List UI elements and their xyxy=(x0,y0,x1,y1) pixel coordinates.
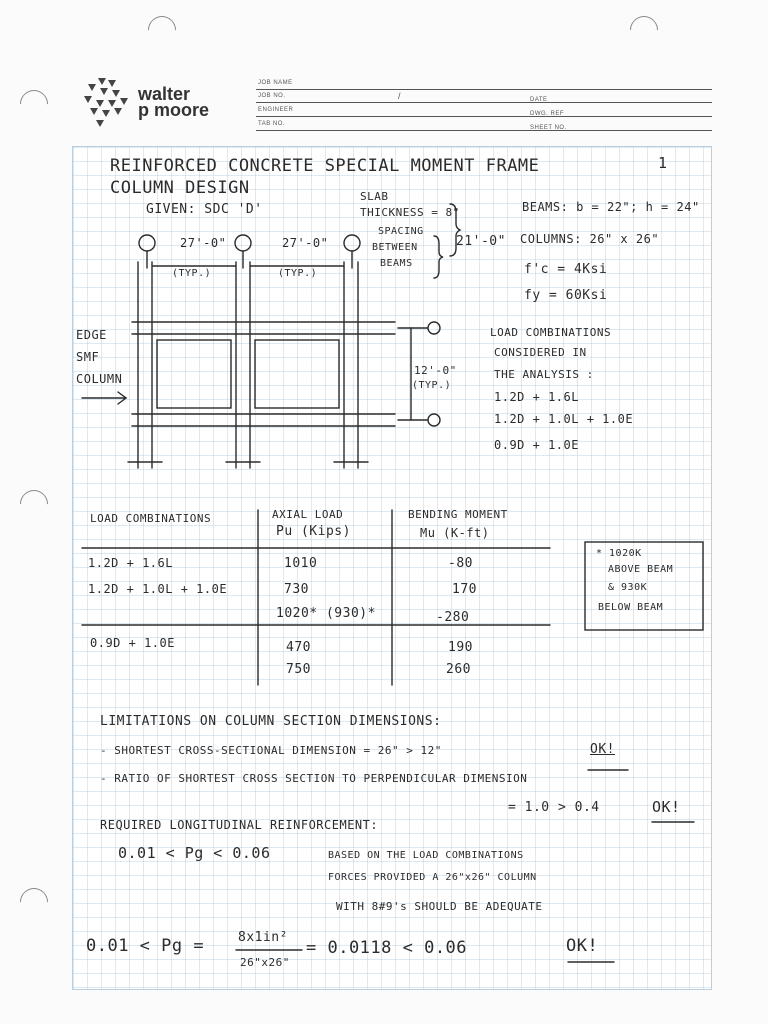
column-dimensions: COLUMNS: 26" x 26" xyxy=(520,232,660,246)
span-dimension-2: 27'-0" xyxy=(282,236,329,250)
limitation-2-ok: OK! xyxy=(652,798,681,816)
load-combo-note-2: CONSIDERED IN xyxy=(494,346,587,359)
slab-note-1: SLAB xyxy=(360,190,389,203)
spacing-note-3: BEAMS xyxy=(380,258,413,269)
edge-column-label-2: SMF xyxy=(76,350,100,364)
job-no-label: JOB NO. xyxy=(258,93,286,99)
reinforcement-heading: REQUIRED LONGITUDINAL REINFORCEMENT: xyxy=(100,818,379,832)
limitations-heading: LIMITATIONS ON COLUMN SECTION DIMENSIONS: xyxy=(100,714,442,729)
table-header-axial-units: Pu (Kips) xyxy=(276,524,351,539)
table-footnote-3: & 930K xyxy=(608,582,648,593)
table-row-1-pu: 1010 xyxy=(284,556,318,571)
table-header-axial: AXIAL LOAD xyxy=(272,508,344,521)
edge-column-label-1: EDGE xyxy=(76,328,107,342)
edge-column-label-3: COLUMN xyxy=(76,372,123,386)
load-combo-3: 0.9D + 1.0E xyxy=(494,438,579,452)
steel-yield-strength: fy = 60Ksi xyxy=(524,288,608,303)
table-header-combo: LOAD COMBINATIONS xyxy=(90,512,212,525)
span-dimension-1: 27'-0" xyxy=(180,236,227,250)
date-label: DATE xyxy=(530,97,548,103)
logo-line-1: walter xyxy=(138,84,191,104)
table-row-4-combo: 0.9D + 1.0E xyxy=(90,636,175,650)
table-row-2-pu: 730 xyxy=(284,582,309,597)
ratio-denominator: 26"x26" xyxy=(240,956,290,969)
ratio-calc-ok: OK! xyxy=(566,936,599,956)
table-row-1-mu: -80 xyxy=(448,556,473,571)
given-sdc: GIVEN: SDC 'D' xyxy=(146,202,263,217)
engineer-label: ENGINEER xyxy=(258,107,294,113)
load-combo-1: 1.2D + 1.6L xyxy=(494,390,579,404)
story-height: 12'-0" xyxy=(414,364,457,377)
sheet-no-label: SHEET NO. xyxy=(530,125,567,131)
table-header-moment-units: Mu (K-ft) xyxy=(420,526,490,540)
ratio-numerator: 8x1in² xyxy=(238,930,288,945)
table-row-4-mu: 190 xyxy=(448,640,473,655)
load-combo-2: 1.2D + 1.0L + 1.0E xyxy=(494,412,634,426)
reinforcement-note-3: WITH 8#9's SHOULD BE ADEQUATE xyxy=(336,900,543,913)
load-combo-note-1: LOAD COMBINATIONS xyxy=(490,326,612,339)
load-combo-note-3: THE ANALYSIS : xyxy=(494,368,594,381)
table-row-1-combo: 1.2D + 1.6L xyxy=(88,556,173,570)
table-row-3-mu: -280 xyxy=(436,610,470,625)
table-header-moment: BENDING MOMENT xyxy=(408,508,508,521)
table-footnote-2: ABOVE BEAM xyxy=(608,564,674,575)
typical-note-1: (TYP.) xyxy=(172,268,212,279)
table-footnote-1: * 1020K xyxy=(596,548,642,559)
table-row-4-pu: 470 xyxy=(286,640,311,655)
sheet-title: REINFORCED CONCRETE SPECIAL MOMENT FRAME xyxy=(110,156,540,176)
ratio-calc-right: = 0.0118 < 0.06 xyxy=(306,938,468,958)
table-row-3-pu: 1020* (930)* xyxy=(276,606,376,621)
logo-line-2: p moore xyxy=(138,100,210,120)
limitation-2-result: = 1.0 > 0.4 xyxy=(508,800,600,815)
slab-note-2: THICKNESS = 8" xyxy=(360,206,460,219)
typical-note-2: (TYP.) xyxy=(278,268,318,279)
limitation-1-ok: OK! xyxy=(590,742,615,757)
spacing-note-1: SPACING xyxy=(378,226,424,237)
table-row-2-mu: 170 xyxy=(452,582,477,597)
limitation-1: - SHORTEST CROSS-SECTIONAL DIMENSION = 26" > 12" xyxy=(100,744,442,757)
table-footnote-4: BELOW BEAM xyxy=(598,602,664,613)
concrete-strength: f'c = 4Ksi xyxy=(524,262,608,277)
ratio-calc-left: 0.01 < Pg = xyxy=(86,936,205,956)
sheet-subtitle: COLUMN DESIGN xyxy=(110,178,250,198)
reinforcement-note-2: FORCES PROVIDED A 26"x26" COLUMN xyxy=(328,872,537,883)
reinforcement-note-1: BASED ON THE LOAD COMBINATIONS xyxy=(328,850,524,861)
table-row-2-combo: 1.2D + 1.0L + 1.0E xyxy=(88,582,228,596)
tab-no-label: TAB NO. xyxy=(258,121,286,127)
spacing-value: 21'-0" xyxy=(456,234,506,249)
page-number: 1 xyxy=(658,154,668,172)
beam-dimensions: BEAMS: b = 22"; h = 24" xyxy=(522,200,700,214)
table-row-5-mu: 260 xyxy=(446,662,471,677)
job-name-label: JOB NAME xyxy=(258,80,293,86)
limitation-2: - RATIO OF SHORTEST CROSS SECTION TO PERPENDICULAR DIMENSION xyxy=(100,772,528,785)
table-row-5-pu: 750 xyxy=(286,662,311,677)
reinforcement-range: 0.01 < Pg < 0.06 xyxy=(118,844,271,862)
dwg-ref-label: DWG. REF xyxy=(530,111,564,117)
job-no-mark: / xyxy=(398,91,402,101)
spacing-note-2: BETWEEN xyxy=(372,242,418,253)
story-typical-note: (TYP.) xyxy=(412,380,452,391)
